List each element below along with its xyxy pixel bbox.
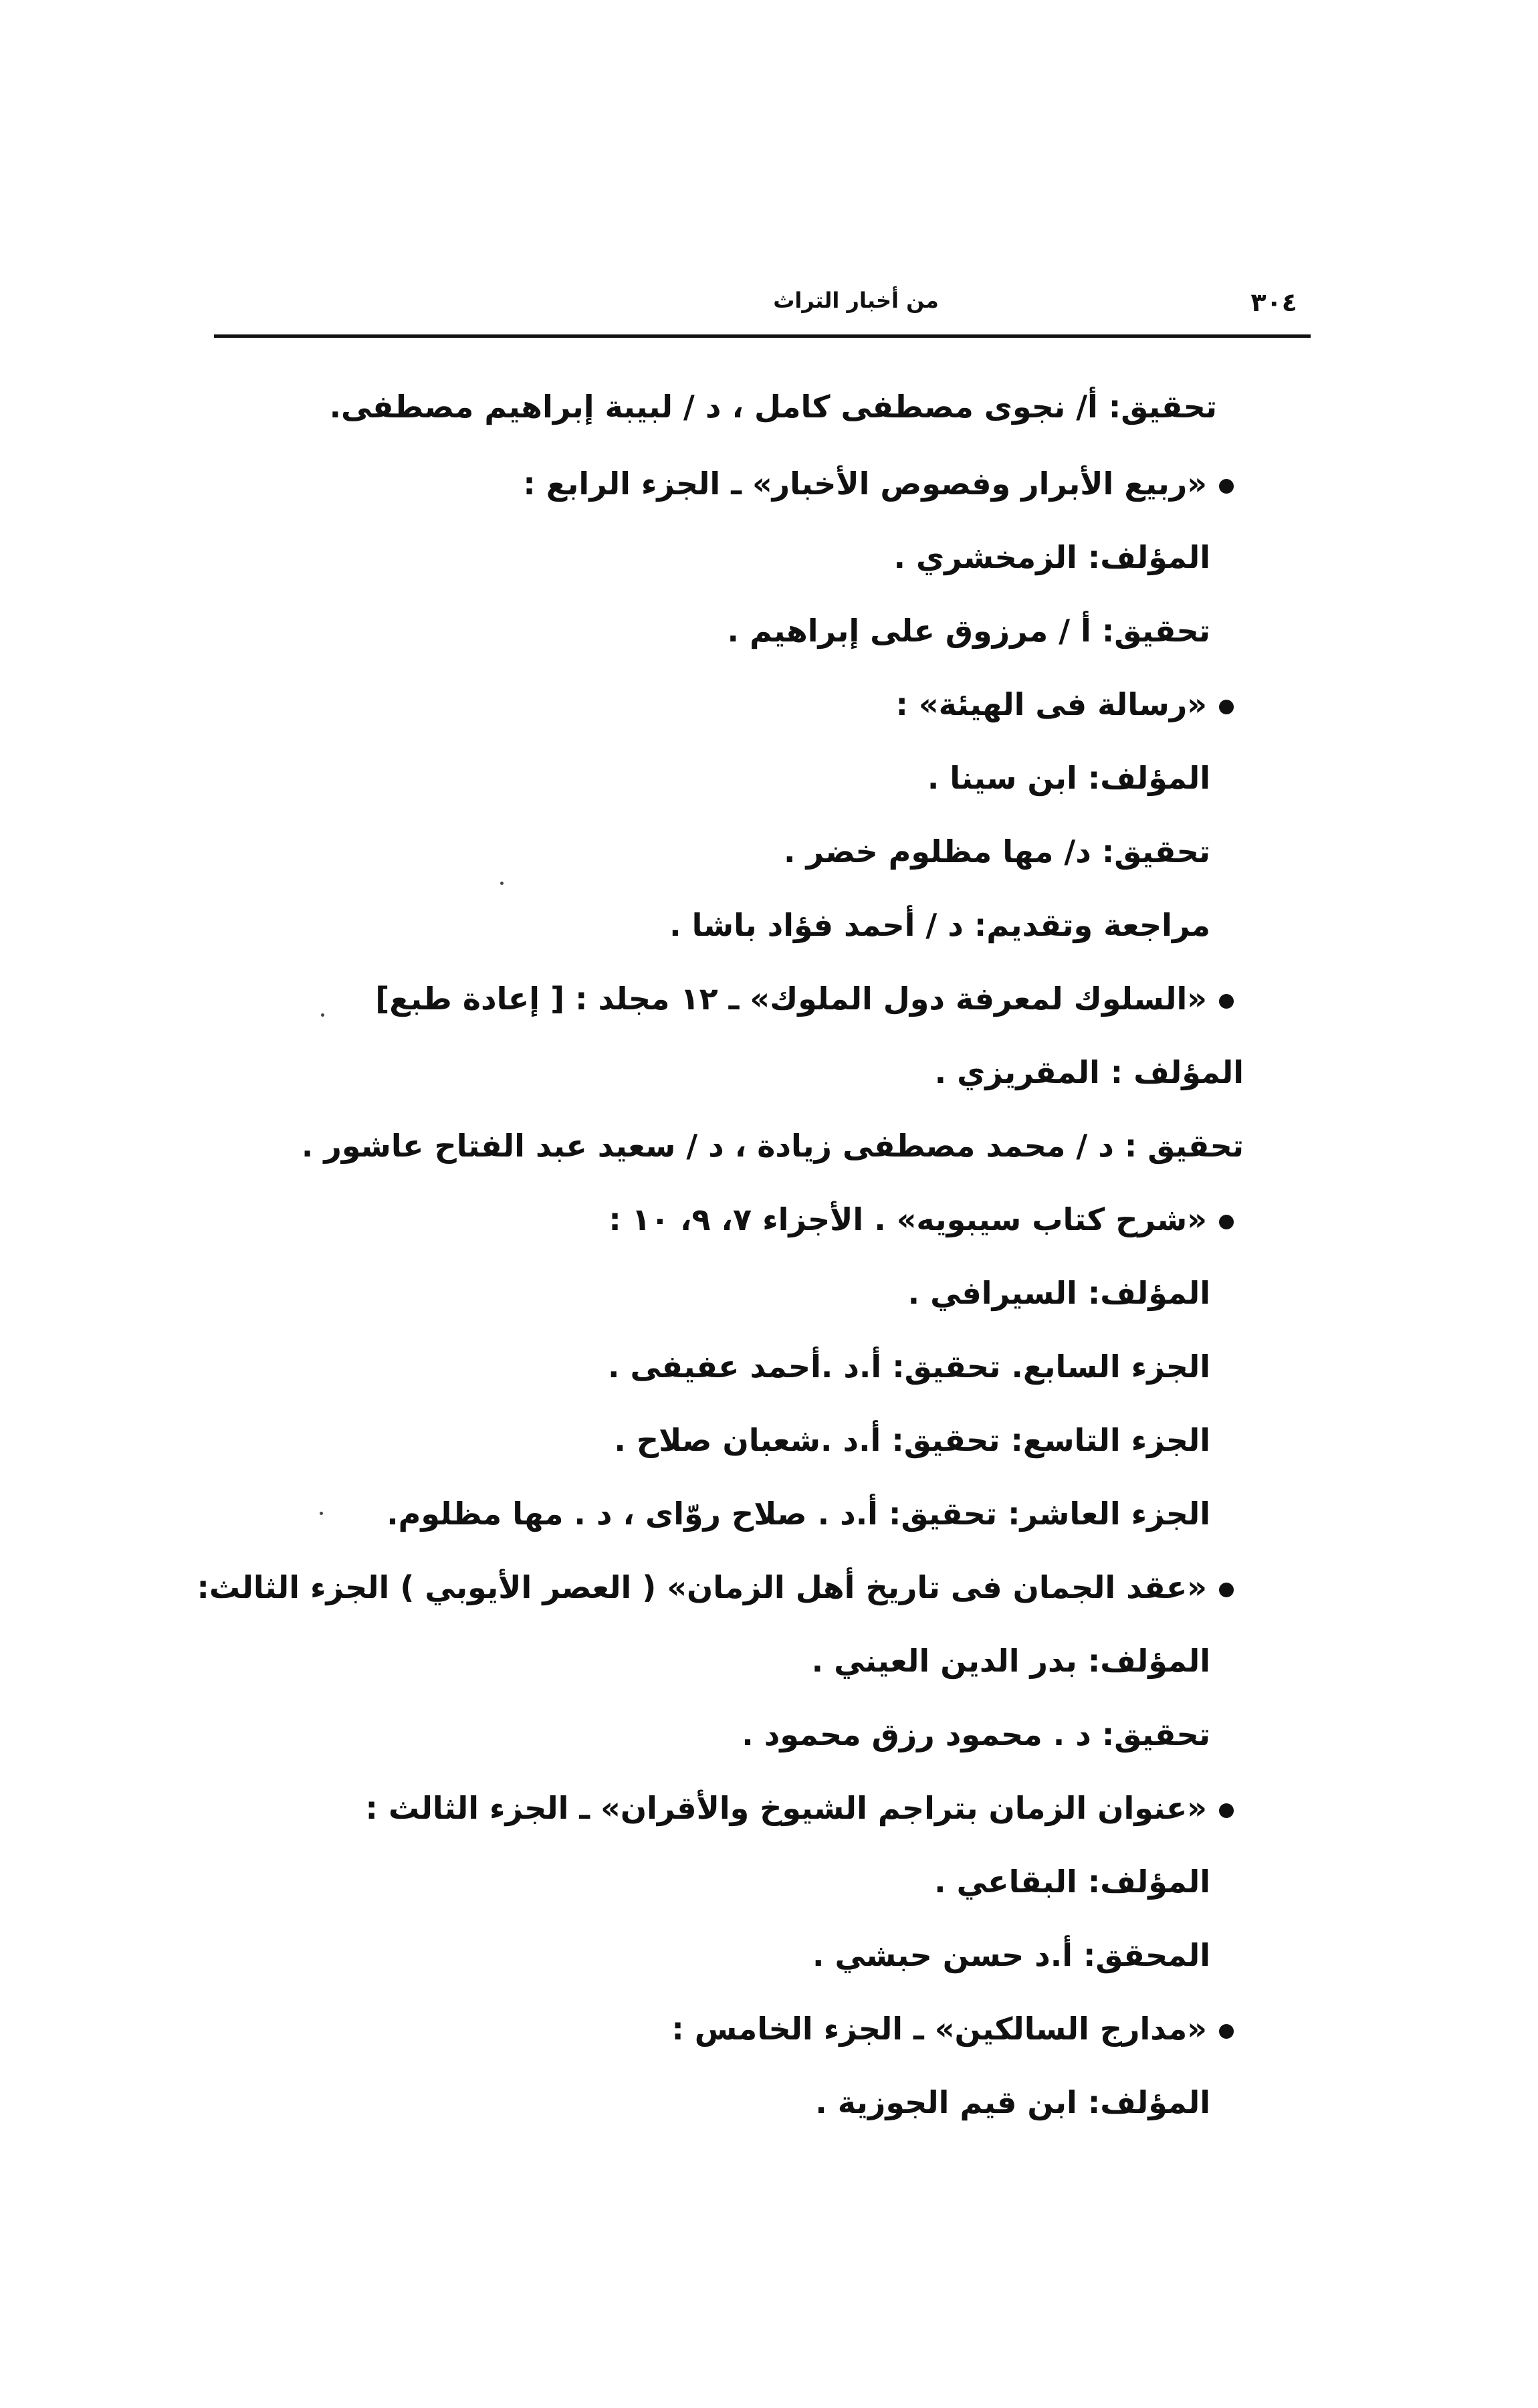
bullet-icon [1219,1583,1234,1597]
line-author [893,539,1210,575]
line-text: المؤلف: بدر الدين العيني . [811,1643,1210,1679]
line-text: «رسالة فى الهيئة» : [895,686,1207,722]
line-editor [742,1716,1210,1752]
line-author [934,1054,1244,1090]
line-editor [301,1128,1244,1164]
line-text: مراجعة وتقديم: د / أحمد فؤاد باشا . [669,907,1210,943]
bullet-icon [1219,1215,1234,1229]
line-text: المؤلف: السيرافي . [907,1275,1210,1311]
line-editor [812,1937,1210,1973]
line-text: الجزء السابع. تحقيق: أ.د .أحمد عفيفى . [608,1348,1210,1385]
line-text: المؤلف: البقاعي . [934,1864,1210,1900]
line-text: الجزء التاسع: تحقيق: أ.د .شعبان صلاح . [614,1422,1210,1458]
line-text: «عقد الجمان فى تاريخ أهل الزمان» ( العصر الأيوبي ) الجزء الثالث: [197,1569,1207,1605]
line-text: «السلوك لمعرفة دول الملوك» ـ ١٢ مجلد : [ إعادة طبع] [375,981,1207,1017]
list-item-unwan-al-zaman [365,1790,1234,1826]
bullet-icon [1219,994,1234,1009]
line-text: «ربيع الأبرار وفصوص الأخبار» ـ الجزء الرابع : [523,466,1207,502]
line-text: تحقيق: أ/ نجوى مصطفى كامل ، د / لبيبة إبراهيم مصطفى. [329,389,1217,425]
running-title: من أخبار التراث [773,288,939,313]
bullet-icon [1219,479,1234,494]
page-number: ٣٠٤ [1250,288,1297,317]
line-credit-1 [329,389,1217,425]
bullet-icon [1219,2024,1234,2039]
bullet-icon [1219,700,1234,714]
line-author [811,1643,1210,1679]
line-part-ten [387,1496,1210,1532]
line-text: تحقيق: د . محمود رزق محمود . [742,1716,1210,1752]
line-editor [727,613,1210,649]
line-author [927,760,1210,796]
line-review [669,907,1210,943]
line-author [907,1275,1210,1311]
line-editor [784,833,1210,870]
list-item-madarij [671,2011,1234,2047]
line-text: المؤلف: الزمخشري . [893,539,1210,575]
line-text: «شرح كتاب سيبويه» . الأجزاء ٧، ٩، ١٠ : [609,1201,1207,1237]
line-text: تحقيق: د/ مها مظلوم خضر . [784,833,1210,870]
scan-speck [321,1013,324,1017]
line-author [815,2084,1210,2120]
line-part-nine [614,1422,1210,1458]
line-text: الجزء العاشر: تحقيق: أ.د . صلاح روّاى ، د . مها مظلوم. [387,1496,1210,1532]
line-text: تحقيق : د / محمد مصطفى زيادة ، د / سعيد عبد الفتاح عاشور . [301,1128,1244,1164]
line-text: «عنوان الزمان بتراجم الشيوخ والأقران» ـ الجزء الثالث : [365,1790,1207,1826]
bullet-icon [1219,1803,1234,1818]
line-part-seven [608,1348,1210,1385]
line-text: المؤلف : المقريزي . [934,1054,1244,1090]
line-text: «مدارج السالكين» ـ الجزء الخامس : [671,2011,1207,2047]
list-item-iqd-al-juman [197,1569,1234,1605]
scan-speck [320,1512,323,1515]
line-text: تحقيق: أ / مرزوق على إبراهيم . [727,613,1210,649]
scan-speck [500,882,504,885]
line-author [934,1864,1210,1900]
list-item-risala [895,686,1234,722]
line-text: المؤلف: ابن قيم الجوزية . [815,2084,1210,2120]
list-item-suluk [375,981,1234,1017]
list-item-rabi-al-abrar [523,466,1234,502]
list-item-sharh-sibawayh [609,1201,1234,1237]
line-text: المحقق: أ.د حسن حبشي . [812,1937,1210,1973]
line-text: المؤلف: ابن سينا . [927,760,1210,796]
